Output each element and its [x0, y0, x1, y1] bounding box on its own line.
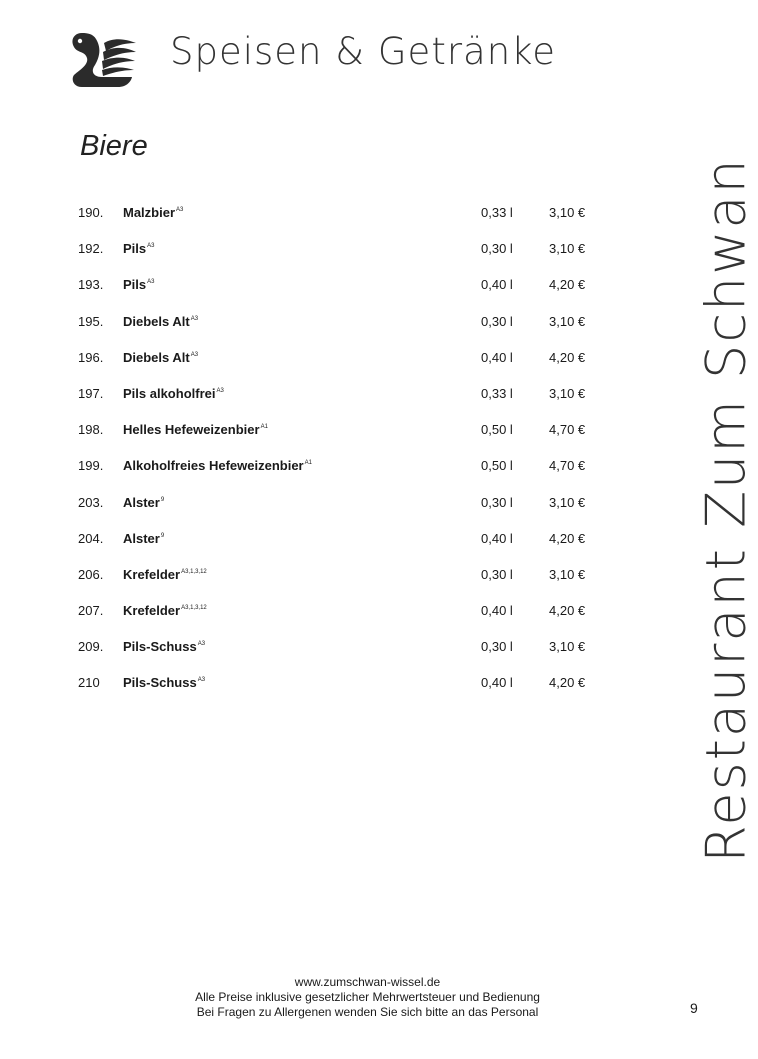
menu-item-price: 4,20 € [549, 675, 586, 691]
menu-item-price: 4,20 € [549, 349, 586, 365]
menu-item-number: 204. [78, 530, 104, 546]
menu-item-name [123, 458, 312, 473]
menu-item-volume: 0,30 l [481, 566, 513, 582]
menu-item-volume: 0,40 l [481, 530, 513, 546]
menu-item-row [78, 639, 618, 675]
menu-item-name-text: Malzbier [123, 205, 176, 220]
menu-item-name-text: Helles Hefeweizenbier [123, 422, 260, 438]
menu-item-name-text: Krefelder [123, 603, 181, 619]
menu-item-number: 199. [78, 458, 104, 474]
menu-item-volume: 0,30 l [481, 494, 513, 510]
menu-item-name-text: Alster [123, 494, 160, 510]
menu-item-price: 3,10 € [549, 313, 586, 329]
menu-item-name [123, 241, 154, 256]
menu-item-number: 190. [78, 205, 104, 220]
menu-item-number: 195. [78, 313, 104, 329]
menu-item-row [78, 205, 618, 241]
menu-item-name-text: Pils-Schuss [123, 675, 197, 691]
menu-item-row [78, 277, 618, 313]
menu-item-row [78, 241, 618, 277]
allergen-code: A3 [176, 207, 184, 213]
allergen-code: A3 [190, 351, 199, 358]
footer-allergen-note: Bei Fragen zu Allergenen wenden Sie sich bitte an das Personal [196, 1005, 539, 1019]
menu-item-volume: 0,30 l [481, 313, 513, 329]
menu-item-price: 4,70 € [549, 458, 586, 474]
menu-item-name-text: Alkoholfreies Hefeweizenbier [123, 458, 304, 474]
menu-item-name [123, 277, 154, 292]
menu-item-number: 192. [78, 241, 104, 257]
allergen-code: A3,1,3,12 [181, 605, 207, 612]
menu-item-number: 210 [78, 675, 100, 691]
allergen-code: A3 [216, 387, 224, 394]
page-number: 9 [690, 1000, 698, 1016]
menu-item-name [123, 495, 164, 510]
menu-item-price: 3,10 € [549, 385, 586, 401]
swan-logo-icon [68, 27, 138, 91]
menu-item-price: 3,10 € [549, 205, 586, 220]
menu-item-price: 4,20 € [549, 277, 586, 293]
menu-item-name [123, 639, 205, 654]
menu-list [78, 205, 618, 712]
menu-item-name [123, 350, 198, 365]
allergen-code: A3,1,3,12 [181, 568, 207, 575]
menu-item-name-text: Alster [123, 530, 160, 546]
menu-item-volume: 0,40 l [481, 349, 513, 365]
menu-item-row [78, 603, 618, 639]
menu-item-volume: 0,33 l [481, 385, 513, 401]
menu-item-price: 4,70 € [549, 422, 586, 438]
menu-item-row [78, 458, 618, 494]
menu-item-name-text: Diebels Alt [123, 349, 190, 365]
menu-item-name-text: Pils [123, 277, 147, 293]
menu-item-row [78, 495, 618, 531]
menu-item-number: 193. [78, 277, 104, 293]
menu-item-name [123, 205, 183, 220]
menu-item-volume: 0,30 l [481, 639, 513, 655]
menu-item-price: 4,20 € [549, 530, 586, 546]
menu-item-price: 3,10 € [549, 494, 586, 510]
allergen-code: A3 [147, 279, 155, 286]
menu-item-volume: 0,30 l [481, 241, 513, 257]
footer [0, 975, 735, 1020]
menu-item-row [78, 567, 618, 603]
allergen-code: A3 [197, 641, 206, 648]
menu-item-number: 196. [78, 349, 104, 365]
allergen-code: A1 [304, 460, 312, 467]
restaurant-name-text: Restaurant Zum Schwan [694, 157, 758, 863]
menu-item-name-text: Diebels Alt [123, 313, 190, 329]
footer-price-note: Alle Preise inklusive gesetzlicher Mehrwertsteuer und Bedienung [195, 990, 540, 1004]
menu-item-number: 209. [78, 639, 104, 655]
menu-item-number: 197. [78, 385, 104, 401]
menu-item-row [78, 422, 618, 458]
menu-item-name [123, 314, 198, 329]
menu-item-price: 3,10 € [549, 566, 586, 582]
menu-item-row [78, 350, 618, 386]
footer-website: www.zumschwan-wissel.de [294, 975, 441, 989]
page-header-title: Speisen & Getränke [170, 30, 557, 73]
menu-item-name [123, 603, 207, 618]
menu-item-row [78, 386, 618, 422]
menu-item-name [123, 531, 164, 546]
menu-item-volume: 0,50 l [481, 458, 513, 474]
allergen-code: 9 [160, 496, 165, 503]
menu-item-price: 3,10 € [549, 241, 586, 257]
menu-item-number: 203. [78, 494, 104, 510]
menu-item-name-text: Pils alkoholfrei [123, 385, 216, 401]
menu-item-number: 207. [78, 603, 104, 619]
menu-item-name [123, 422, 268, 437]
menu-item-name [123, 386, 224, 401]
menu-item-row [78, 675, 618, 711]
menu-item-volume: 0,40 l [481, 603, 513, 619]
allergen-code: A3 [197, 677, 206, 684]
menu-item-name-text: Pils-Schuss [123, 639, 197, 655]
menu-item-name-text: Krefelder [123, 566, 181, 582]
menu-item-name [123, 675, 205, 690]
menu-item-volume: 0,50 l [481, 422, 513, 438]
menu-item-volume: 0,40 l [481, 675, 513, 691]
menu-item-row [78, 314, 618, 350]
menu-item-volume: 0,40 l [481, 277, 513, 293]
allergen-code: 9 [160, 532, 165, 539]
menu-item-name [123, 567, 207, 582]
menu-item-row [78, 531, 618, 567]
section-title: Biere [80, 130, 148, 162]
menu-item-number: 198. [78, 422, 104, 438]
menu-item-name-text: Pils [123, 241, 147, 257]
menu-item-price: 3,10 € [549, 639, 586, 655]
menu-item-volume: 0,33 l [481, 205, 513, 220]
menu-item-price: 4,20 € [549, 603, 586, 619]
allergen-code: A1 [260, 424, 268, 431]
allergen-code: A3 [147, 243, 155, 250]
menu-item-number: 206. [78, 566, 104, 582]
allergen-code: A3 [190, 315, 199, 322]
